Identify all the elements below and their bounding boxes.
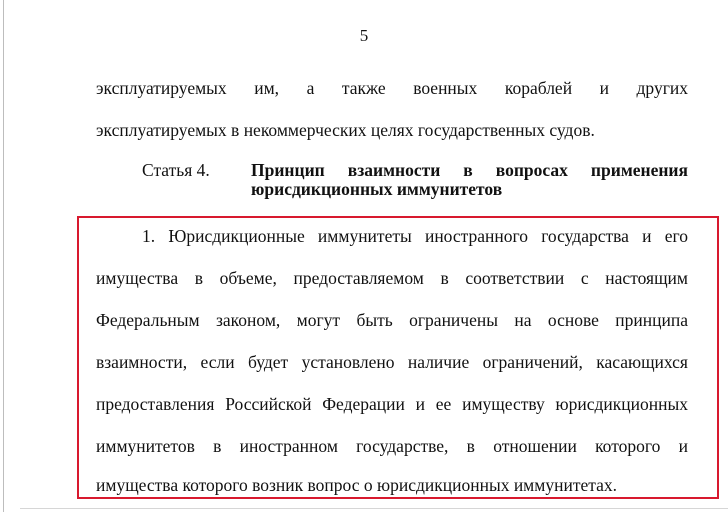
paragraph-line-4: взаимности, если будет установлено наличие ограничений, касающихся <box>96 352 688 372</box>
continuation-line-1: эксплуатируемых им, а также военных кораблей и других <box>96 78 688 98</box>
paragraph-line-6: иммунитетов в иностранном государстве, в отношении которого и <box>96 436 688 456</box>
article-label: Статья 4. <box>142 160 210 180</box>
paragraph-line-5: предоставления Российской Федерации и ее имуществу юрисдикционных <box>96 394 688 414</box>
paragraph-line-1: 1. Юрисдикционные иммунитеты иностранного государства и его <box>142 226 688 246</box>
article-title-line-1: Принцип взаимности в вопросах применения <box>251 160 688 180</box>
paragraph-line-3: Федеральным законом, могут быть ограничены на основе принципа <box>96 310 688 330</box>
paragraph-line-2: имущества в объеме, предоставляемом в соответствии с настоящим <box>96 268 688 288</box>
article-title-line-2: юрисдикционных иммунитетов <box>251 179 503 199</box>
paragraph-line-7: имущества которого возник вопрос о юрисдикционных иммунитетах. <box>96 475 617 495</box>
continuation-line-2: эксплуатируемых в некоммерческих целях государственных судов. <box>96 120 595 140</box>
page-left-edge <box>3 0 4 512</box>
page-number: 5 <box>359 26 369 45</box>
page-bottom-edge <box>20 508 728 509</box>
